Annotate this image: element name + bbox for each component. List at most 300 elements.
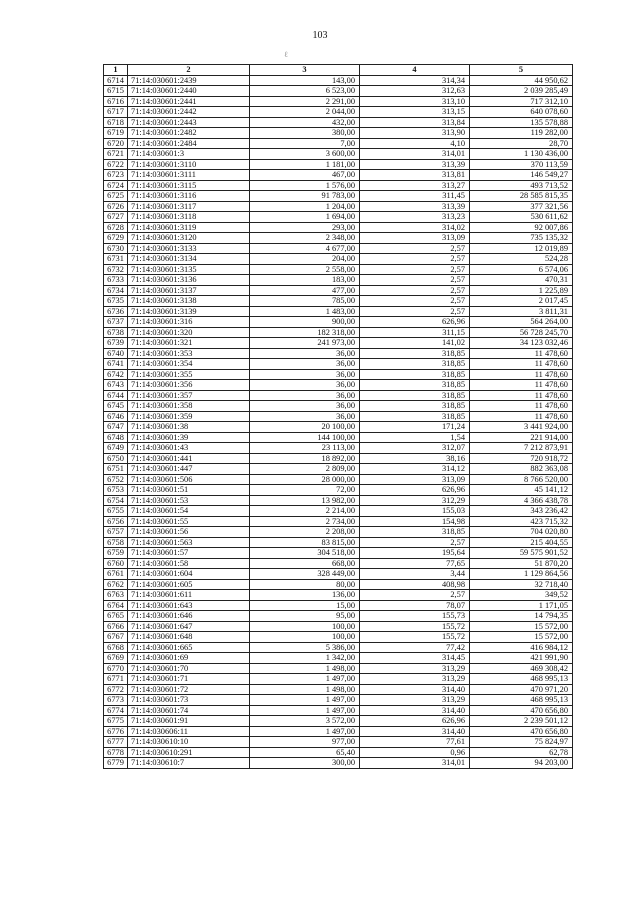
total-value: 1 171,05 (470, 600, 573, 611)
area-value: 1 342,00 (250, 653, 360, 664)
table-row (104, 600, 573, 611)
table-row (104, 558, 573, 569)
table-row (104, 579, 573, 590)
table-row (104, 201, 573, 212)
table-row (104, 642, 573, 653)
row-number: 6779 (104, 758, 128, 769)
table-row (104, 485, 573, 496)
row-number: 6770 (104, 663, 128, 674)
row-number: 6725 (104, 191, 128, 202)
table-row (104, 338, 573, 349)
total-value: 564 264,00 (470, 317, 573, 328)
cadastral-id: 71:14:030601:359 (128, 411, 250, 422)
cadastral-id: 71:14:030601:3139 (128, 306, 250, 317)
rate-value: 626,96 (360, 716, 470, 727)
area-value: 20 100,00 (250, 422, 360, 433)
table-row (104, 684, 573, 695)
cadastral-id: 71:14:030610:291 (128, 747, 250, 758)
cadastral-id: 71:14:030601:441 (128, 453, 250, 464)
cadastral-id: 71:14:030601:3133 (128, 243, 250, 254)
total-value: 8 766 520,00 (470, 474, 573, 485)
area-value: 204,00 (250, 254, 360, 265)
row-number: 6778 (104, 747, 128, 758)
area-value: 2 214,00 (250, 506, 360, 517)
rate-value: 155,72 (360, 621, 470, 632)
cadastral-id: 71:14:030601:355 (128, 369, 250, 380)
rate-value: 314,01 (360, 758, 470, 769)
table-row (104, 663, 573, 674)
rate-value: 318,85 (360, 348, 470, 359)
total-value: 119 282,00 (470, 128, 573, 139)
cadastral-id: 71:14:030601:506 (128, 474, 250, 485)
row-number: 6750 (104, 453, 128, 464)
total-value: 468 995,13 (470, 695, 573, 706)
cadastral-id: 71:14:030601:2482 (128, 128, 250, 139)
cadastral-id: 71:14:030601:611 (128, 590, 250, 601)
rate-value: 2,57 (360, 537, 470, 548)
total-value: 62,78 (470, 747, 573, 758)
rate-value: 313,10 (360, 96, 470, 107)
rate-value: 312,29 (360, 495, 470, 506)
total-value: 470 656,80 (470, 726, 573, 737)
total-value: 92 007,86 (470, 222, 573, 233)
row-number: 6723 (104, 170, 128, 181)
area-value: 80,00 (250, 579, 360, 590)
row-number: 6755 (104, 506, 128, 517)
cadastral-id: 71:14:030601:3135 (128, 264, 250, 275)
total-value: 34 123 032,46 (470, 338, 573, 349)
total-value: 221 914,00 (470, 432, 573, 443)
total-value: 11 478,60 (470, 348, 573, 359)
cadastral-id: 71:14:030610:10 (128, 737, 250, 748)
cadastral-id: 71:14:030601:57 (128, 548, 250, 559)
area-value: 2 291,00 (250, 96, 360, 107)
table-row (104, 674, 573, 685)
table-row (104, 180, 573, 191)
area-value: 380,00 (250, 128, 360, 139)
table-row (104, 327, 573, 338)
rate-value: 155,03 (360, 506, 470, 517)
table-row (104, 411, 573, 422)
row-number: 6764 (104, 600, 128, 611)
cadastral-id: 71:14:030601:3115 (128, 180, 250, 191)
rate-value: 311,15 (360, 327, 470, 338)
rate-value: 314,34 (360, 75, 470, 86)
table-row (104, 96, 573, 107)
area-value: 1 497,00 (250, 695, 360, 706)
cadastral-id: 71:14:030601:353 (128, 348, 250, 359)
table-row (104, 453, 573, 464)
row-number: 6740 (104, 348, 128, 359)
row-number: 6722 (104, 159, 128, 170)
cadastral-id: 71:14:030601:2442 (128, 107, 250, 118)
cadastral-id: 71:14:030601:3116 (128, 191, 250, 202)
total-value: 343 236,42 (470, 506, 573, 517)
area-value: 3 572,00 (250, 716, 360, 727)
row-number: 6753 (104, 485, 128, 496)
total-value: 59 575 901,52 (470, 548, 573, 559)
rate-value: 314,45 (360, 653, 470, 664)
row-number: 6765 (104, 611, 128, 622)
area-value: 15,00 (250, 600, 360, 611)
area-value: 36,00 (250, 348, 360, 359)
rate-value: 77,61 (360, 737, 470, 748)
area-value: 95,00 (250, 611, 360, 622)
table-row (104, 569, 573, 580)
table-row (104, 695, 573, 706)
table-row (104, 653, 573, 664)
row-number: 6757 (104, 527, 128, 538)
cadastral-id: 71:14:030601:73 (128, 695, 250, 706)
cadastral-id: 71:14:030606:11 (128, 726, 250, 737)
cadastral-id: 71:14:030601:53 (128, 495, 250, 506)
rate-value: 154,98 (360, 516, 470, 527)
row-number: 6759 (104, 548, 128, 559)
cadastral-id: 71:14:030601:316 (128, 317, 250, 328)
table-row (104, 107, 573, 118)
row-number: 6751 (104, 464, 128, 475)
area-value: 1 576,00 (250, 180, 360, 191)
area-value: 668,00 (250, 558, 360, 569)
row-number: 6762 (104, 579, 128, 590)
area-value: 183,00 (250, 275, 360, 286)
area-value: 2 809,00 (250, 464, 360, 475)
table-row (104, 117, 573, 128)
table-row (104, 128, 573, 139)
cadastral-id: 71:14:030601:648 (128, 632, 250, 643)
rate-value: 314,02 (360, 222, 470, 233)
cadastral-id: 71:14:030601:2441 (128, 96, 250, 107)
total-value: 421 991,90 (470, 653, 573, 664)
rate-value: 318,85 (360, 359, 470, 370)
rate-value: 318,85 (360, 380, 470, 391)
cadastral-value-table (103, 64, 573, 769)
row-number: 6720 (104, 138, 128, 149)
row-number: 6718 (104, 117, 128, 128)
total-value: 215 404,55 (470, 537, 573, 548)
row-number: 6726 (104, 201, 128, 212)
rate-value: 2,57 (360, 306, 470, 317)
rate-value: 4,10 (360, 138, 470, 149)
cadastral-id: 71:14:030601:447 (128, 464, 250, 475)
table-row (104, 191, 573, 202)
table-header-row (104, 65, 573, 76)
total-value: 75 824,97 (470, 737, 573, 748)
row-number: 6774 (104, 705, 128, 716)
area-value: 83 815,00 (250, 537, 360, 548)
rate-value: 2,57 (360, 296, 470, 307)
area-value: 785,00 (250, 296, 360, 307)
table-row (104, 422, 573, 433)
rate-value: 3,44 (360, 569, 470, 580)
cadastral-id: 71:14:030601:70 (128, 663, 250, 674)
area-value: 2 044,00 (250, 107, 360, 118)
table-row (104, 464, 573, 475)
cadastral-id: 71:14:030601:3110 (128, 159, 250, 170)
area-value: 3 600,00 (250, 149, 360, 160)
row-number: 6730 (104, 243, 128, 254)
area-value: 100,00 (250, 632, 360, 643)
area-value: 293,00 (250, 222, 360, 233)
row-number: 6729 (104, 233, 128, 244)
area-value: 143,00 (250, 75, 360, 86)
rate-value: 313,39 (360, 159, 470, 170)
total-value: 470 971,20 (470, 684, 573, 695)
row-number: 6717 (104, 107, 128, 118)
cadastral-id: 71:14:030601:605 (128, 579, 250, 590)
total-value: 468 995,13 (470, 674, 573, 685)
page-number: 103 (312, 30, 328, 41)
rate-value: 314,40 (360, 726, 470, 737)
row-number: 6756 (104, 516, 128, 527)
row-number: 6761 (104, 569, 128, 580)
total-value: 11 478,60 (470, 401, 573, 412)
cadastral-id: 71:14:030601:58 (128, 558, 250, 569)
area-value: 136,00 (250, 590, 360, 601)
area-value: 2 348,00 (250, 233, 360, 244)
rate-value: 313,39 (360, 201, 470, 212)
table-row (104, 296, 573, 307)
cadastral-id: 71:14:030601:665 (128, 642, 250, 653)
rate-value: 318,85 (360, 527, 470, 538)
row-number: 6731 (104, 254, 128, 265)
total-value: 640 078,60 (470, 107, 573, 118)
total-value: 51 870,20 (470, 558, 573, 569)
row-number: 6775 (104, 716, 128, 727)
table-row (104, 716, 573, 727)
rate-value: 408,98 (360, 579, 470, 590)
row-number: 6746 (104, 411, 128, 422)
rate-value: 141,02 (360, 338, 470, 349)
table-row (104, 537, 573, 548)
cadastral-id: 71:14:030601:2443 (128, 117, 250, 128)
area-value: 1 181,00 (250, 159, 360, 170)
table-row (104, 506, 573, 517)
area-value: 28 000,00 (250, 474, 360, 485)
row-number: 6735 (104, 296, 128, 307)
area-value: 1 498,00 (250, 663, 360, 674)
table-row (104, 443, 573, 454)
total-value: 370 113,59 (470, 159, 573, 170)
rate-value: 626,96 (360, 317, 470, 328)
rate-value: 318,85 (360, 369, 470, 380)
rate-value: 2,57 (360, 285, 470, 296)
handwritten-mark: ℓ (284, 50, 288, 59)
cadastral-id: 71:14:030601:3120 (128, 233, 250, 244)
total-value: 416 984,12 (470, 642, 573, 653)
total-value: 469 308,42 (470, 663, 573, 674)
area-value: 18 892,00 (250, 453, 360, 464)
rate-value: 313,23 (360, 212, 470, 223)
table-row (104, 243, 573, 254)
area-value: 300,00 (250, 758, 360, 769)
cadastral-id: 71:14:030601:643 (128, 600, 250, 611)
total-value: 3 811,31 (470, 306, 573, 317)
cadastral-id: 71:14:030601:3138 (128, 296, 250, 307)
rate-value: 313,15 (360, 107, 470, 118)
row-number: 6736 (104, 306, 128, 317)
cadastral-id: 71:14:030601:321 (128, 338, 250, 349)
row-number: 6747 (104, 422, 128, 433)
table-row (104, 747, 573, 758)
total-value: 4 366 438,78 (470, 495, 573, 506)
row-number: 6714 (104, 75, 128, 86)
total-value: 470 656,80 (470, 705, 573, 716)
cadastral-id: 71:14:030601:2484 (128, 138, 250, 149)
table-row (104, 233, 573, 244)
table-row (104, 737, 573, 748)
table-row (104, 726, 573, 737)
row-number: 6768 (104, 642, 128, 653)
rate-value: 2,57 (360, 275, 470, 286)
table-row (104, 317, 573, 328)
total-value: 2 239 501,12 (470, 716, 573, 727)
table-row (104, 212, 573, 223)
total-value: 7 212 873,91 (470, 443, 573, 454)
column-header-value: 5 (470, 65, 573, 76)
rate-value: 313,90 (360, 128, 470, 139)
cadastral-id: 71:14:030601:51 (128, 485, 250, 496)
table-row (104, 306, 573, 317)
row-number: 6766 (104, 621, 128, 632)
area-value: 36,00 (250, 359, 360, 370)
cadastral-id: 71:14:030601:563 (128, 537, 250, 548)
total-value: 11 478,60 (470, 411, 573, 422)
table-row (104, 548, 573, 559)
total-value: 45 141,12 (470, 485, 573, 496)
rate-value: 171,24 (360, 422, 470, 433)
rate-value: 314,40 (360, 705, 470, 716)
area-value: 65,40 (250, 747, 360, 758)
row-number: 6769 (104, 653, 128, 664)
total-value: 1 130 436,00 (470, 149, 573, 160)
row-number: 6719 (104, 128, 128, 139)
rate-value: 314,12 (360, 464, 470, 475)
row-number: 6715 (104, 86, 128, 97)
total-value: 2 039 285,49 (470, 86, 573, 97)
total-value: 28 585 815,35 (470, 191, 573, 202)
table-row (104, 611, 573, 622)
table-row (104, 590, 573, 601)
rate-value: 314,40 (360, 684, 470, 695)
total-value: 1 129 864,56 (470, 569, 573, 580)
total-value: 377 321,56 (470, 201, 573, 212)
row-number: 6738 (104, 327, 128, 338)
row-number: 6748 (104, 432, 128, 443)
area-value: 100,00 (250, 621, 360, 632)
table-row (104, 369, 573, 380)
cadastral-id: 71:14:030601:2440 (128, 86, 250, 97)
rate-value: 314,01 (360, 149, 470, 160)
table-row (104, 758, 573, 769)
cadastral-id: 71:14:030601:354 (128, 359, 250, 370)
cadastral-id: 71:14:030601:74 (128, 705, 250, 716)
area-value: 1 497,00 (250, 705, 360, 716)
table-row (104, 432, 573, 443)
cadastral-id: 71:14:030601:357 (128, 390, 250, 401)
row-number: 6734 (104, 285, 128, 296)
area-value: 1 497,00 (250, 674, 360, 685)
row-number: 6724 (104, 180, 128, 191)
table-row (104, 527, 573, 538)
table-row (104, 86, 573, 97)
rate-value: 313,29 (360, 695, 470, 706)
table-row (104, 285, 573, 296)
row-number: 6733 (104, 275, 128, 286)
row-number: 6721 (104, 149, 128, 160)
rate-value: 312,07 (360, 443, 470, 454)
table-row (104, 159, 573, 170)
total-value: 94 203,00 (470, 758, 573, 769)
row-number: 6742 (104, 369, 128, 380)
total-value: 11 478,60 (470, 369, 573, 380)
table-row (104, 380, 573, 391)
table-row (104, 401, 573, 412)
row-number: 6777 (104, 737, 128, 748)
rate-value: 311,45 (360, 191, 470, 202)
table-row (104, 632, 573, 643)
row-number: 6773 (104, 695, 128, 706)
table-row (104, 149, 573, 160)
rate-value: 77,65 (360, 558, 470, 569)
table-row (104, 75, 573, 86)
rate-value: 2,57 (360, 243, 470, 254)
area-value: 432,00 (250, 117, 360, 128)
table-row (104, 275, 573, 286)
total-value: 493 713,52 (470, 180, 573, 191)
table-row (104, 170, 573, 181)
table-row (104, 348, 573, 359)
total-value: 28,70 (470, 138, 573, 149)
row-number: 6716 (104, 96, 128, 107)
row-number: 6732 (104, 264, 128, 275)
rate-value: 2,57 (360, 254, 470, 265)
area-value: 241 973,00 (250, 338, 360, 349)
rate-value: 313,27 (360, 180, 470, 191)
total-value: 1 225,89 (470, 285, 573, 296)
table-row (104, 705, 573, 716)
rate-value: 318,85 (360, 401, 470, 412)
total-value: 15 572,00 (470, 632, 573, 643)
rate-value: 1,54 (360, 432, 470, 443)
table-body (104, 75, 573, 768)
column-header-area: 3 (250, 65, 360, 76)
cadastral-id: 71:14:030601:3137 (128, 285, 250, 296)
cadastral-id: 71:14:030601:91 (128, 716, 250, 727)
total-value: 524,28 (470, 254, 573, 265)
area-value: 13 982,00 (250, 495, 360, 506)
rate-value: 313,29 (360, 674, 470, 685)
table-row (104, 254, 573, 265)
total-value: 3 441 924,00 (470, 422, 573, 433)
cadastral-id: 71:14:030601:3118 (128, 212, 250, 223)
area-value: 5 386,00 (250, 642, 360, 653)
total-value: 717 312,10 (470, 96, 573, 107)
area-value: 182 318,00 (250, 327, 360, 338)
row-number: 6760 (104, 558, 128, 569)
column-header-rate: 4 (360, 65, 470, 76)
cadastral-id: 71:14:030601:38 (128, 422, 250, 433)
area-value: 36,00 (250, 380, 360, 391)
area-value: 4 677,00 (250, 243, 360, 254)
cadastral-id: 71:14:030601:3117 (128, 201, 250, 212)
rate-value: 0,96 (360, 747, 470, 758)
area-value: 1 498,00 (250, 684, 360, 695)
cadastral-id: 71:14:030601:356 (128, 380, 250, 391)
table-row (104, 516, 573, 527)
total-value: 2 017,45 (470, 296, 573, 307)
area-value: 2 208,00 (250, 527, 360, 538)
